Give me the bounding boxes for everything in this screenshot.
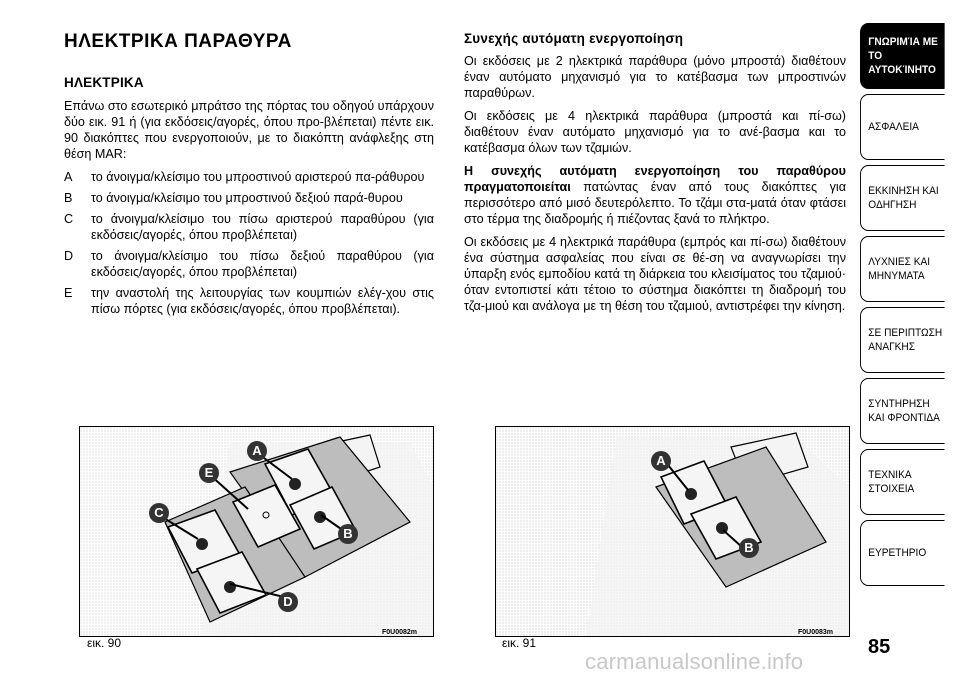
tab-emergency[interactable]: ΣΕ ΠΕΡΙΠΤΩΣΗ ΑΝΑΓΚΗΣ [860, 307, 945, 373]
list-letter: D [64, 249, 74, 263]
callout-a: A [651, 451, 671, 471]
list-text: το άνοιγμα/κλείσιμο του πίσω αριστερού παραθύρου (για εκδόσεις/αγορές, όπου προβλέπεται) [91, 212, 434, 242]
list-item-d [64, 248, 434, 280]
callout-b: B [338, 524, 358, 544]
paragraph-3 [464, 163, 846, 227]
bold-lead: Η συνεχής αυτόματη ενεργοποίηση του παραθύρου πραγματοποιείται [464, 164, 846, 194]
figure-90-code: F0U0082m [382, 629, 418, 636]
list-text: το άνοιγμα/κλείσιμο του μπροστινού δεξιού παρά-θυρου [91, 191, 403, 205]
callout-b: B [739, 538, 759, 558]
list-text: το άνοιγμα/κλείσιμο του μπροστινού αριστερού πα-ράθυρου [91, 170, 425, 184]
list-letter: A [64, 170, 73, 184]
door-switch-panel-2-illustration [496, 427, 849, 636]
list-text: το άνοιγμα/κλείσιμο του πίσω δεξιού παραθύρου (για εκδόσεις/αγορές, όπου προβλέπεται) [91, 249, 434, 279]
callout-e: E [199, 463, 219, 483]
callout-d: D [278, 592, 298, 612]
watermark: carmanualsonline.info [585, 649, 804, 674]
figure-91-code: F0U0083m [798, 629, 834, 636]
tab-getting-to-know[interactable]: ΓΝΩΡΙΜΊΑ ΜΕ ΤΟ ΑΥΤΟΚΊΝΗΤΟ [860, 23, 945, 89]
figure-90 [79, 426, 434, 637]
tab-lights-messages[interactable]: ΛΥΧΝΙΕΣ ΚΑΙ ΜΗΝΥΜΑΤΑ [860, 236, 945, 302]
list-item-e [64, 285, 434, 317]
page-title: ΗΛΕΚΤΡΙΚΑ ΠΑΡΑΘΥΡΑ [64, 31, 292, 52]
tab-safety[interactable]: ΑΣΦΑΛΕΙΑ [860, 94, 945, 160]
list-letter: B [64, 191, 73, 205]
list-text: την αναστολή της λειτουργίας των κουμπιών ελέγ-χου στις πίσω πόρτες (για εκδόσεις/αγορές, όπου προβλέπεται). [91, 286, 434, 316]
figure-91-caption: εικ. 91 [502, 636, 537, 650]
tab-technical-data[interactable]: ΤΕΧΝΙΚΑ ΣΤΟΙΧΕΙΑ [860, 449, 945, 515]
list-item-a [64, 169, 434, 185]
figure-90-caption: εικ. 90 [87, 636, 122, 650]
section-subtitle: Συνεχής αυτόματη ενεργοποίηση [464, 31, 684, 46]
intro-paragraph: Επάνω στο εσωτερικό μπράτσο της πόρτας του οδηγού υπάρχουν δύο εικ. 91 ή (για εκδόσεις/αγορές, όπου προ-βλέπεται) πέντε εικ. 90 διακόπτες που ενεργοποιούν, με το διακόπτη ανάφλεξης στη θέση MAR: [64, 99, 434, 161]
chapter-tabs [860, 23, 952, 591]
right-column [464, 31, 846, 321]
tab-starting-driving[interactable]: ΕΚΚΙΝΗΣΗ ΚΑΙ ΟΔΗΓΗΣΗ [860, 165, 945, 231]
list-letter: E [64, 286, 73, 300]
tab-maintenance[interactable]: ΣΥΝΤΗΡΗΣΗ ΚΑΙ ΦΡΟΝΤΙΔΑ [860, 378, 945, 444]
tab-index[interactable]: ΕΥΡΕΤΗΡΙΟ [860, 520, 945, 586]
callout-c: C [149, 503, 169, 523]
paragraph-1: Οι εκδόσεις με 2 ηλεκτρικά παράθυρα (μόνο μπροστά) διαθέτουν έναν αυτόματο μηχανισμό για το κατέβασμα των μπροστινών παραθύρων. [464, 54, 846, 100]
paragraph-2: Οι εκδόσεις με 4 ηλεκτρικά παράθυρα (μπροστά και πί-σω) διαθέτουν έναν αυτόματο μηχανισμό για το ανέ-βασμα και το κατέβασμα όλων των τζαμιών. [464, 109, 846, 155]
list-item-c [64, 211, 434, 243]
callout-a: A [247, 441, 267, 461]
list-letter: C [64, 212, 74, 226]
page-number: 85 [868, 636, 891, 658]
left-column [64, 75, 434, 322]
paragraph-3-rest: πατώντας έναν από τους διακόπτες για περισσότερο από μισό δευτερόλεπτο. Το τζάμι στα-ματά όταν φτάσει στο τέρμα της διαδρομής ή πιέζοντας ξανά το πλήκτρο. [464, 180, 846, 226]
list-item-b [64, 190, 434, 206]
section-subtitle: ΗΛΕΚΤΡΙΚΑ [64, 75, 144, 90]
figure-91 [495, 426, 850, 637]
paragraph-4: Οι εκδόσεις με 4 ηλεκτρικά παράθυρα (εμπρός και πί-σω) διαθέτουν ένα σύστημα ασφαλείας που είναι σε θέ-ση να αναγνωρίσει την ύπαρξη ενός εμποδίου κατά τη διάρκεια του κλεισίματος του τζαμιού· όταν εντοπιστεί κάτι τέτοιο το σύστημα διακόπτει τη διαδρομή του τζα-μιού και ανάλογα με τη θέση του τζαμιού, αντιστρέφει την κίνηση. [464, 235, 846, 313]
